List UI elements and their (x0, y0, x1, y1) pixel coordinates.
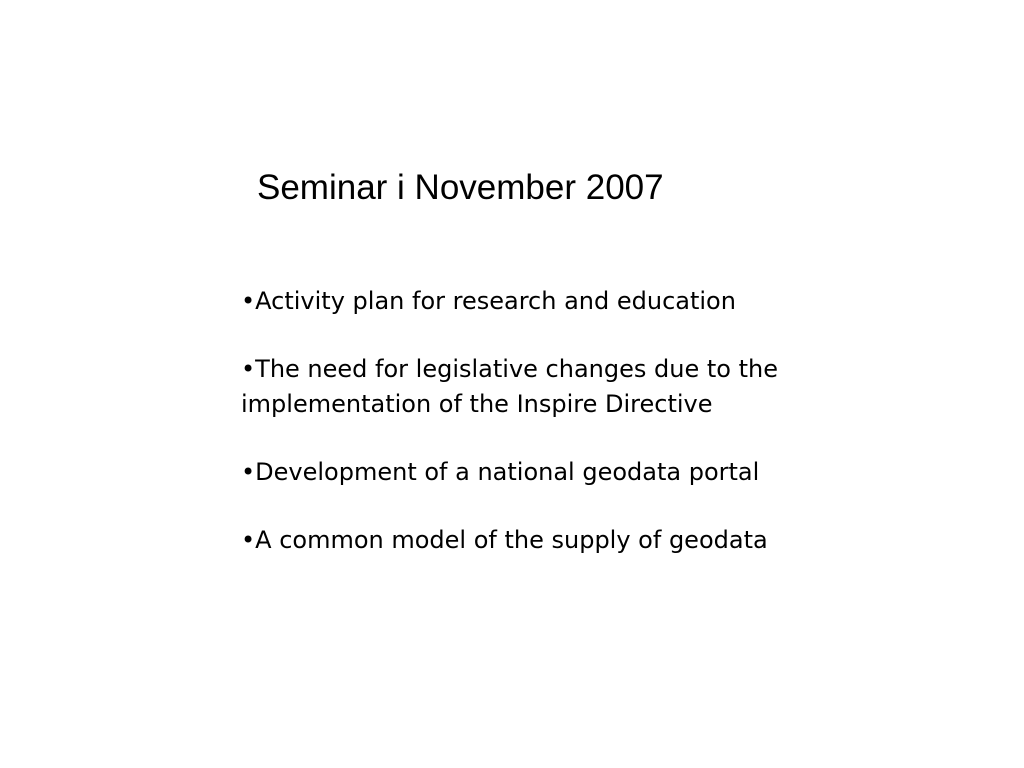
bullet-mark: • (241, 355, 256, 383)
bullet-text: The need for legislative changes due to the implementation of the Inspire Directive (241, 355, 778, 418)
bullet-item-activity-plan (241, 284, 941, 319)
bullet-text: Development of a national geodata portal (255, 458, 760, 486)
bullet-mark: • (241, 458, 256, 486)
bullet-list (241, 284, 941, 558)
bullet-mark: • (241, 526, 256, 554)
bullet-mark: • (241, 287, 256, 315)
bullet-item-geodata-portal (241, 455, 941, 490)
bullet-item-legislative-changes (241, 352, 941, 422)
bullet-text: A common model of the supply of geodata (255, 526, 768, 554)
slide-title: Seminar i November 2007 (257, 168, 664, 207)
bullet-text: Activity plan for research and education (255, 287, 736, 315)
bullet-item-common-model (241, 523, 941, 558)
